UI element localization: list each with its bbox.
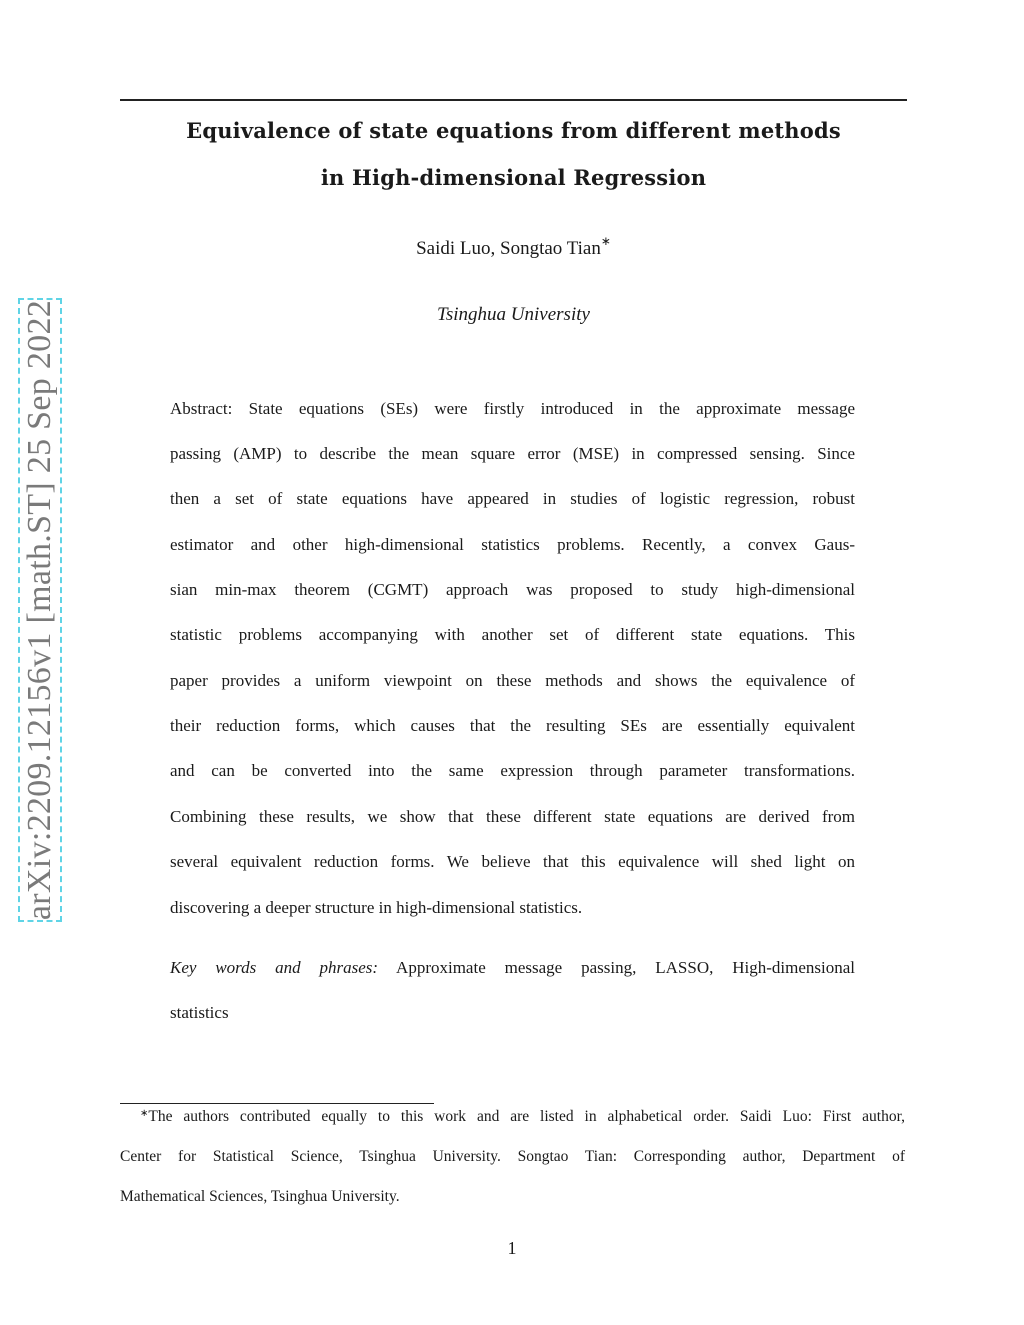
authors [120,234,907,260]
abstract-line: passing (AMP) to describe the mean square error (MSE) in compressed sensing. Since [170,444,855,463]
keywords-line-1 [170,957,855,979]
paper-title-line-1: Equivalence of state equations from different methods [186,118,841,143]
footnote-line-1 [120,1107,905,1127]
footnote-text: The authors contributed equally to this work and are listed in alphabetical order. Saidi Luo: First author, [148,1108,905,1125]
abstract-line: Combining these results, we show that these different state equations are derived from [170,807,855,826]
author-names: Saidi Luo, Songtao Tian [416,238,601,259]
abstract-line: and can be converted into the same expression through parameter transformations. [170,761,855,780]
paper-title-line-2: in High-dimensional Regression [320,165,707,190]
keywords-text: Approximate message passing, LASSO, High-dimensional [396,958,855,977]
footnote-line-2: Center for Statistical Science, Tsinghua University. Songtao Tian: Corresponding author, Department of [120,1148,905,1165]
abstract-line: then a set of state equations have appeared in studies of logistic regression, robust [170,489,855,508]
arxiv-identifier[interactable]: arXiv:2209.12156v1 [math.ST] 25 Sep 2022 [21,299,58,921]
footnote-rule [120,1103,434,1104]
top-rule [120,99,907,101]
keywords-label: Key words and phrases: [170,958,379,977]
abstract-line: their reduction forms, which causes that the resulting SEs are essentially equivalent [170,716,855,735]
abstract-line: several equivalent reduction forms. We believe that this equivalence will shed light on [170,852,855,871]
abstract-line: paper provides a uniform viewpoint on these methods and shows the equivalence of [170,671,855,690]
abstract-line: estimator and other high-dimensional statistics problems. Recently, a convex Gaus- [170,535,855,554]
abstract-line: discovering a deeper structure in high-dimensional statistics. [170,898,583,917]
footnote-line-3: Mathematical Sciences, Tsinghua University. [120,1188,400,1205]
abstract-line: statistic problems accompanying with another set of different state equations. This [170,625,855,644]
affiliation: Tsinghua University [437,304,590,325]
footnote-marker: ∗ [140,1108,149,1119]
page-number: 1 [507,1238,517,1258]
keywords-line-2: statistics [170,1003,229,1022]
author-footnote-marker: ∗ [600,234,611,248]
abstract-line: sian min-max theorem (CGMT) approach was proposed to study high-dimensional [170,580,855,599]
abstract-line: Abstract: State equations (SEs) were firstly introduced in the approximate message [170,399,855,418]
